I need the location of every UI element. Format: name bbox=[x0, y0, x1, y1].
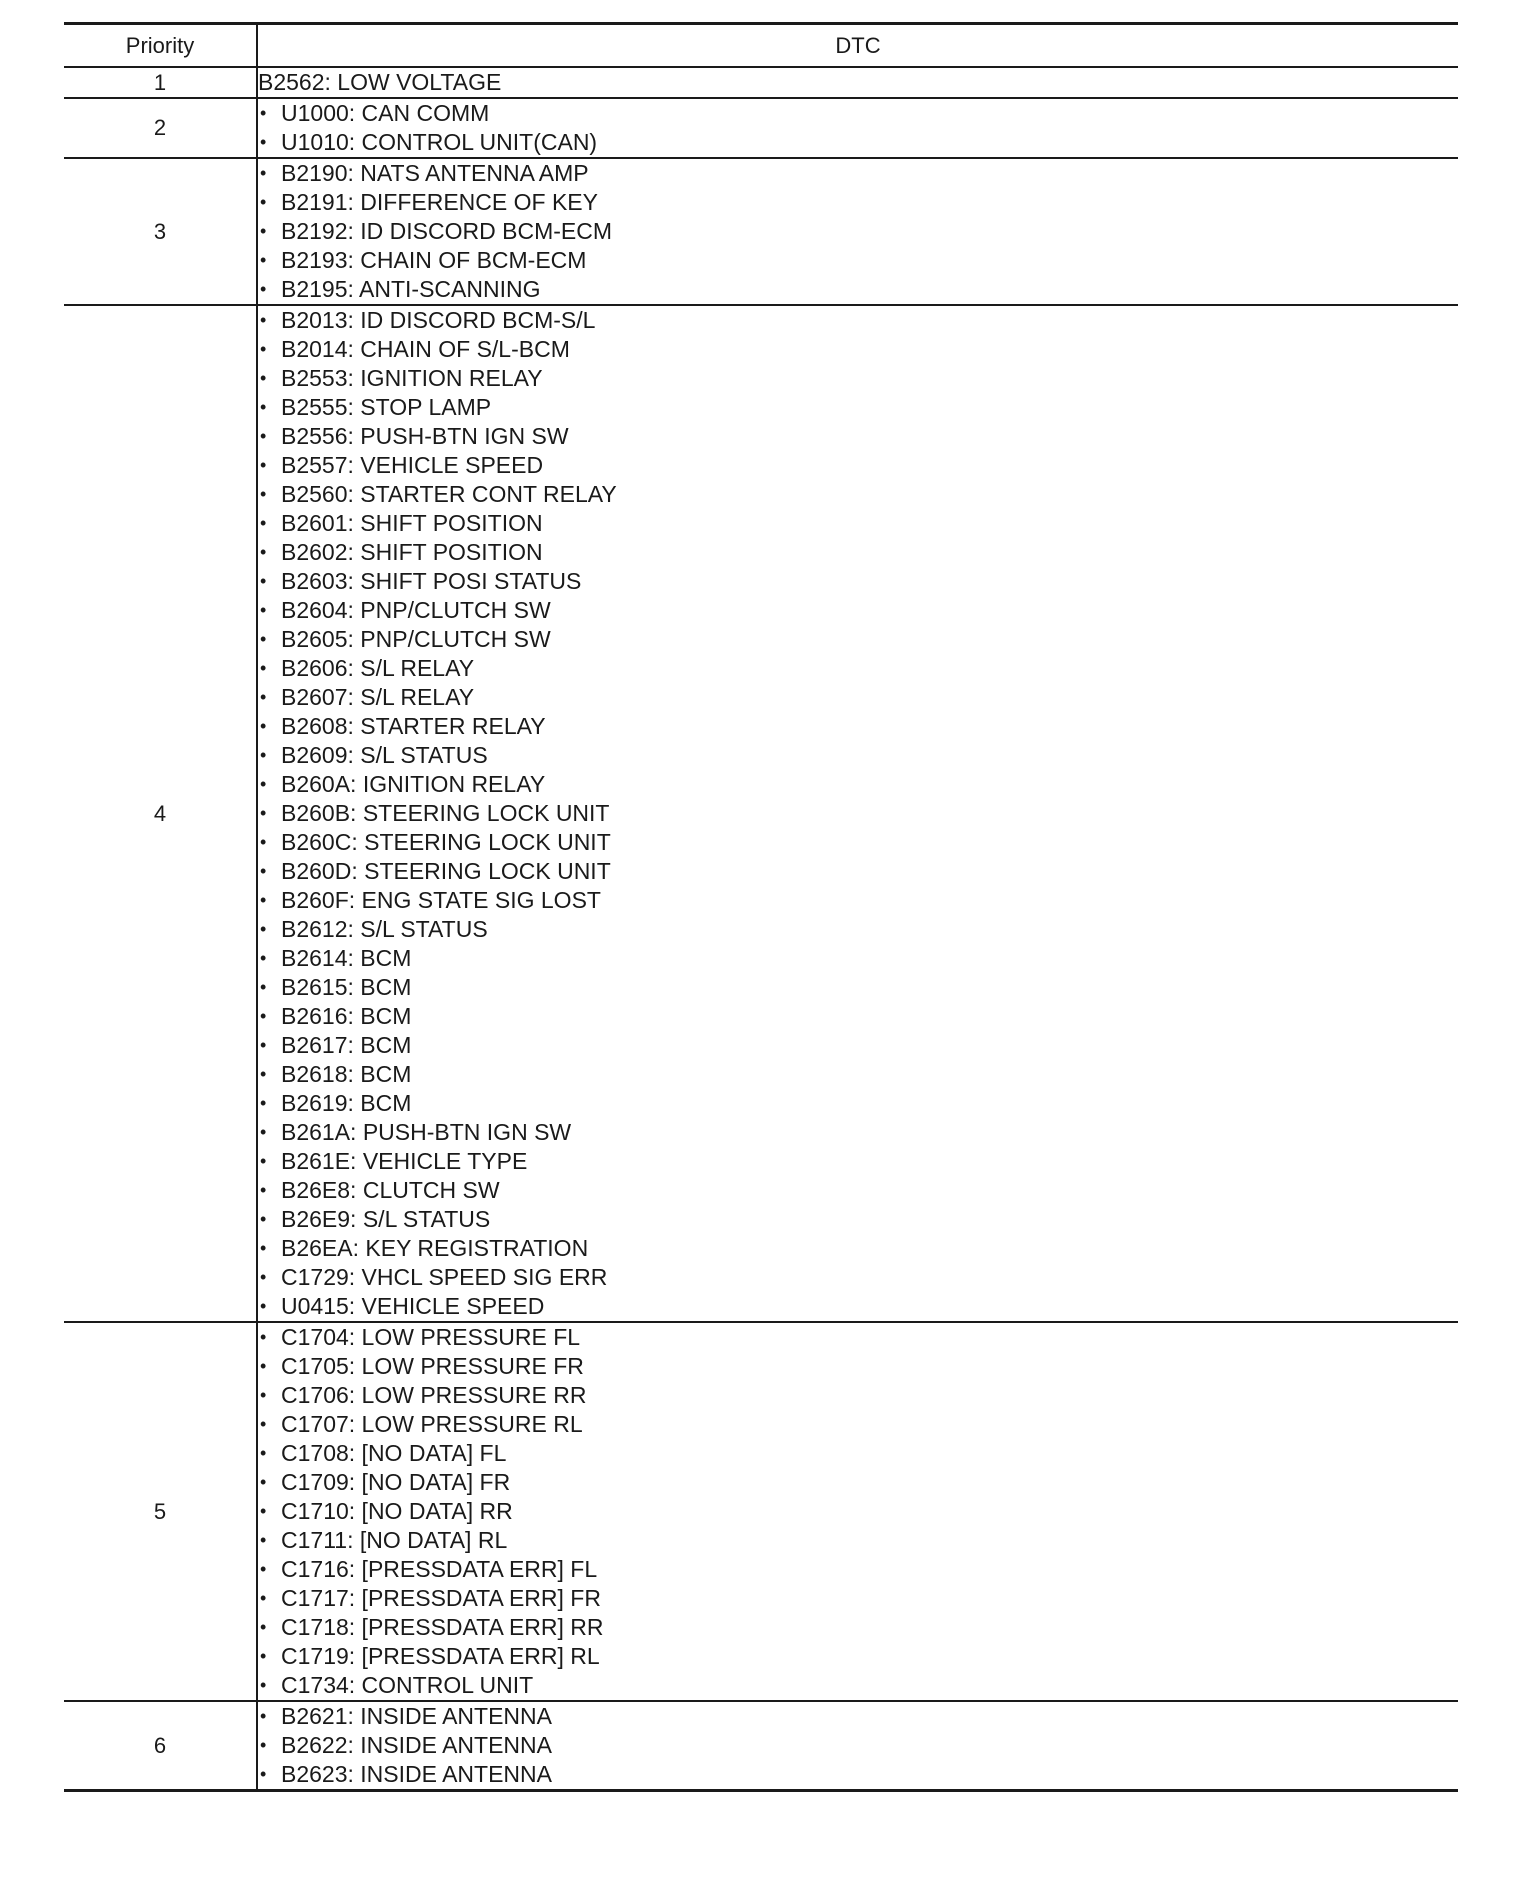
dtc-code-text: B2553: IGNITION RELAY bbox=[281, 365, 543, 391]
bullet-icon: • bbox=[260, 571, 267, 591]
list-item bbox=[258, 538, 1458, 567]
dtc-code-text: B2622: INSIDE ANTENNA bbox=[281, 1732, 552, 1758]
list-item bbox=[258, 973, 1458, 1002]
list-item bbox=[258, 857, 1458, 886]
list-item bbox=[258, 712, 1458, 741]
list-item bbox=[258, 306, 1458, 335]
table-row bbox=[64, 1322, 1458, 1701]
dtc-code-text: C1706: LOW PRESSURE RR bbox=[281, 1382, 587, 1408]
dtc-code-text: C1705: LOW PRESSURE FR bbox=[281, 1353, 584, 1379]
bullet-icon: • bbox=[260, 426, 267, 446]
list-item bbox=[258, 1410, 1458, 1439]
list-item bbox=[258, 422, 1458, 451]
dtc-code-text: B2191: DIFFERENCE OF KEY bbox=[281, 189, 598, 215]
list-item bbox=[258, 246, 1458, 275]
dtc-code-text: B2603: SHIFT POSI STATUS bbox=[281, 568, 582, 594]
dtc-list bbox=[258, 306, 1458, 1321]
list-item bbox=[258, 1002, 1458, 1031]
bullet-icon: • bbox=[260, 1559, 267, 1579]
dtc-code-text: B261A: PUSH-BTN IGN SW bbox=[281, 1119, 572, 1145]
priority-column-header: Priority bbox=[64, 24, 257, 68]
list-item bbox=[258, 1089, 1458, 1118]
dtc-code-text: B2557: VEHICLE SPEED bbox=[281, 452, 544, 478]
bullet-icon: • bbox=[260, 1735, 267, 1755]
list-item bbox=[258, 886, 1458, 915]
dtc-code-text: C1707: LOW PRESSURE RL bbox=[281, 1411, 583, 1437]
bullet-icon: • bbox=[260, 1238, 267, 1258]
bullet-icon: • bbox=[260, 919, 267, 939]
dtc-code-text: B2607: S/L RELAY bbox=[281, 684, 475, 710]
list-item bbox=[258, 1526, 1458, 1555]
dtc-code-text: B260F: ENG STATE SIG LOST bbox=[281, 887, 601, 913]
list-item bbox=[258, 1118, 1458, 1147]
dtc-code-text: U0415: VEHICLE SPEED bbox=[281, 1293, 545, 1319]
dtc-cell bbox=[257, 1322, 1458, 1701]
dtc-code-text: C1708: [NO DATA] FL bbox=[281, 1440, 507, 1466]
dtc-code-text: B2615: BCM bbox=[281, 974, 412, 1000]
dtc-cell bbox=[257, 98, 1458, 158]
bullet-icon: • bbox=[260, 339, 267, 359]
list-item bbox=[258, 335, 1458, 364]
bullet-icon: • bbox=[260, 803, 267, 823]
bullet-icon: • bbox=[260, 1267, 267, 1287]
dtc-code-text: B2560: STARTER CONT RELAY bbox=[281, 481, 617, 507]
dtc-list bbox=[258, 159, 1458, 304]
dtc-list bbox=[258, 99, 1458, 157]
dtc-code-text: C1729: VHCL SPEED SIG ERR bbox=[281, 1264, 608, 1290]
list-item bbox=[258, 625, 1458, 654]
bullet-icon: • bbox=[260, 1209, 267, 1229]
list-item bbox=[258, 393, 1458, 422]
priority-cell: 4 bbox=[64, 305, 257, 1322]
bullet-icon: • bbox=[260, 1706, 267, 1726]
priority-cell: 2 bbox=[64, 98, 257, 158]
list-item bbox=[258, 509, 1458, 538]
dtc-code-text: B2612: S/L STATUS bbox=[281, 916, 488, 942]
bullet-icon: • bbox=[260, 368, 267, 388]
list-item bbox=[258, 683, 1458, 712]
list-item bbox=[258, 451, 1458, 480]
dtc-code-text: C1718: [PRESSDATA ERR] RR bbox=[281, 1614, 604, 1640]
bullet-icon: • bbox=[260, 310, 267, 330]
list-item bbox=[258, 217, 1458, 246]
bullet-icon: • bbox=[260, 1530, 267, 1550]
list-item bbox=[258, 741, 1458, 770]
dtc-code-text: B260D: STEERING LOCK UNIT bbox=[281, 858, 611, 884]
dtc-code-text: B2555: STOP LAMP bbox=[281, 394, 492, 420]
dtc-code-text: B26E9: S/L STATUS bbox=[281, 1206, 491, 1232]
list-item bbox=[258, 1176, 1458, 1205]
bullet-icon: • bbox=[260, 1327, 267, 1347]
list-item bbox=[258, 596, 1458, 625]
dtc-priority-table-container bbox=[64, 22, 1458, 1792]
bullet-icon: • bbox=[260, 1385, 267, 1405]
dtc-code-text: B26E8: CLUTCH SW bbox=[281, 1177, 500, 1203]
dtc-code-text: C1716: [PRESSDATA ERR] FL bbox=[281, 1556, 598, 1582]
list-item bbox=[258, 1031, 1458, 1060]
bullet-icon: • bbox=[260, 163, 267, 183]
list-item bbox=[258, 480, 1458, 509]
dtc-list bbox=[258, 1702, 1458, 1789]
bullet-icon: • bbox=[260, 1646, 267, 1666]
list-item bbox=[258, 1613, 1458, 1642]
dtc-code-text: B2556: PUSH-BTN IGN SW bbox=[281, 423, 569, 449]
list-item bbox=[258, 1205, 1458, 1234]
list-item bbox=[258, 1060, 1458, 1089]
dtc-code-text: B2614: BCM bbox=[281, 945, 412, 971]
list-item bbox=[258, 1760, 1458, 1789]
header-row bbox=[64, 24, 1458, 68]
dtc-code-text: B2616: BCM bbox=[281, 1003, 412, 1029]
list-item bbox=[258, 1234, 1458, 1263]
list-item bbox=[258, 1671, 1458, 1700]
bullet-icon: • bbox=[260, 1006, 267, 1026]
dtc-cell bbox=[257, 1701, 1458, 1791]
bullet-icon: • bbox=[260, 513, 267, 533]
bullet-icon: • bbox=[260, 542, 267, 562]
list-item bbox=[258, 770, 1458, 799]
dtc-code-text: B2605: PNP/CLUTCH SW bbox=[281, 626, 551, 652]
bullet-icon: • bbox=[260, 716, 267, 736]
dtc-code-text: B2562: LOW VOLTAGE bbox=[258, 69, 502, 95]
dtc-code-text: B2602: SHIFT POSITION bbox=[281, 539, 543, 565]
list-item bbox=[258, 1352, 1458, 1381]
bullet-icon: • bbox=[260, 192, 267, 212]
bullet-icon: • bbox=[260, 1180, 267, 1200]
bullet-icon: • bbox=[260, 279, 267, 299]
dtc-code-text: C1717: [PRESSDATA ERR] FR bbox=[281, 1585, 601, 1611]
list-item bbox=[258, 1555, 1458, 1584]
table-row bbox=[64, 1701, 1458, 1791]
list-item bbox=[258, 1731, 1458, 1760]
table-body bbox=[64, 67, 1458, 1791]
bullet-icon: • bbox=[260, 1093, 267, 1113]
list-item bbox=[258, 944, 1458, 973]
dtc-code-text: B2192: ID DISCORD BCM-ECM bbox=[281, 218, 613, 244]
bullet-icon: • bbox=[260, 1151, 267, 1171]
list-item bbox=[258, 99, 1458, 128]
dtc-code-text: B2617: BCM bbox=[281, 1032, 412, 1058]
bullet-icon: • bbox=[260, 1296, 267, 1316]
priority-cell: 6 bbox=[64, 1701, 257, 1791]
bullet-icon: • bbox=[260, 890, 267, 910]
list-item bbox=[258, 1323, 1458, 1352]
bullet-icon: • bbox=[260, 455, 267, 475]
dtc-code-text: B260B: STEERING LOCK UNIT bbox=[281, 800, 610, 826]
dtc-list bbox=[258, 1323, 1458, 1700]
bullet-icon: • bbox=[260, 600, 267, 620]
bullet-icon: • bbox=[260, 484, 267, 504]
table-row bbox=[64, 158, 1458, 305]
table-row bbox=[64, 98, 1458, 158]
list-item bbox=[258, 275, 1458, 304]
dtc-code-text: B2604: PNP/CLUTCH SW bbox=[281, 597, 551, 623]
bullet-icon: • bbox=[260, 1675, 267, 1695]
list-item bbox=[258, 1468, 1458, 1497]
bullet-icon: • bbox=[260, 687, 267, 707]
dtc-priority-table bbox=[64, 22, 1458, 1792]
dtc-code-text: B2195: ANTI-SCANNING bbox=[281, 276, 541, 302]
list-item bbox=[258, 1263, 1458, 1292]
list-item bbox=[258, 1642, 1458, 1671]
dtc-code-text: U1000: CAN COMM bbox=[281, 100, 490, 126]
dtc-code-text: C1719: [PRESSDATA ERR] RL bbox=[281, 1643, 600, 1669]
list-item bbox=[258, 188, 1458, 217]
list-item bbox=[258, 1497, 1458, 1526]
bullet-icon: • bbox=[260, 132, 267, 152]
priority-cell: 3 bbox=[64, 158, 257, 305]
dtc-code-text: B2606: S/L RELAY bbox=[281, 655, 475, 681]
dtc-code-text: C1709: [NO DATA] FR bbox=[281, 1469, 511, 1495]
list-item bbox=[258, 1439, 1458, 1468]
bullet-icon: • bbox=[260, 1472, 267, 1492]
bullet-icon: • bbox=[260, 1356, 267, 1376]
bullet-icon: • bbox=[260, 221, 267, 241]
dtc-code-text: C1704: LOW PRESSURE FL bbox=[281, 1324, 581, 1350]
dtc-code-text: B2013: ID DISCORD BCM-S/L bbox=[281, 307, 596, 333]
dtc-code-text: B2190: NATS ANTENNA AMP bbox=[281, 160, 589, 186]
bullet-icon: • bbox=[260, 861, 267, 881]
bullet-icon: • bbox=[260, 1501, 267, 1521]
bullet-icon: • bbox=[260, 397, 267, 417]
list-item bbox=[258, 1147, 1458, 1176]
dtc-code-text: B2608: STARTER RELAY bbox=[281, 713, 546, 739]
bullet-icon: • bbox=[260, 629, 267, 649]
bullet-icon: • bbox=[260, 1443, 267, 1463]
bullet-icon: • bbox=[260, 1122, 267, 1142]
dtc-cell bbox=[257, 67, 1458, 98]
dtc-code-text: B2619: BCM bbox=[281, 1090, 412, 1116]
dtc-code-text: B2623: INSIDE ANTENNA bbox=[281, 1761, 552, 1787]
bullet-icon: • bbox=[260, 1035, 267, 1055]
bullet-icon: • bbox=[260, 1414, 267, 1434]
bullet-icon: • bbox=[260, 948, 267, 968]
list-item bbox=[258, 128, 1458, 157]
dtc-code-text: B2621: INSIDE ANTENNA bbox=[281, 1703, 552, 1729]
list-item bbox=[258, 1584, 1458, 1613]
list-item bbox=[258, 159, 1458, 188]
list-item bbox=[258, 364, 1458, 393]
bullet-icon: • bbox=[260, 774, 267, 794]
dtc-column-header: DTC bbox=[257, 24, 1458, 68]
bullet-icon: • bbox=[260, 745, 267, 765]
list-item bbox=[258, 1702, 1458, 1731]
bullet-icon: • bbox=[260, 977, 267, 997]
priority-cell: 1 bbox=[64, 67, 257, 98]
dtc-code-text: B261E: VEHICLE TYPE bbox=[281, 1148, 528, 1174]
table-row bbox=[64, 305, 1458, 1322]
dtc-code-text: B2609: S/L STATUS bbox=[281, 742, 488, 768]
list-item bbox=[258, 828, 1458, 857]
dtc-code-text: B2193: CHAIN OF BCM-ECM bbox=[281, 247, 587, 273]
list-item bbox=[258, 654, 1458, 683]
list-item bbox=[258, 1292, 1458, 1321]
bullet-icon: • bbox=[260, 1617, 267, 1637]
dtc-cell bbox=[257, 305, 1458, 1322]
table-row bbox=[64, 67, 1458, 98]
dtc-code-text: C1711: [NO DATA] RL bbox=[281, 1527, 508, 1553]
dtc-code-text: B2014: CHAIN OF S/L-BCM bbox=[281, 336, 570, 362]
bullet-icon: • bbox=[260, 1064, 267, 1084]
bullet-icon: • bbox=[260, 832, 267, 852]
dtc-code-text: C1710: [NO DATA] RR bbox=[281, 1498, 513, 1524]
list-item bbox=[258, 915, 1458, 944]
dtc-cell bbox=[257, 158, 1458, 305]
bullet-icon: • bbox=[260, 103, 267, 123]
dtc-code-text: B260A: IGNITION RELAY bbox=[281, 771, 546, 797]
bullet-icon: • bbox=[260, 658, 267, 678]
list-item bbox=[258, 799, 1458, 828]
dtc-code-text: B26EA: KEY REGISTRATION bbox=[281, 1235, 589, 1261]
priority-cell: 5 bbox=[64, 1322, 257, 1701]
list-item bbox=[258, 567, 1458, 596]
dtc-code-text: B260C: STEERING LOCK UNIT bbox=[281, 829, 611, 855]
dtc-code-text: U1010: CONTROL UNIT(CAN) bbox=[281, 129, 598, 155]
bullet-icon: • bbox=[260, 1764, 267, 1784]
table-header bbox=[64, 24, 1458, 68]
bullet-icon: • bbox=[260, 1588, 267, 1608]
dtc-code-text: B2618: BCM bbox=[281, 1061, 412, 1087]
list-item bbox=[258, 1381, 1458, 1410]
dtc-code-text: B2601: SHIFT POSITION bbox=[281, 510, 543, 536]
bullet-icon: • bbox=[260, 250, 267, 270]
dtc-code-text: C1734: CONTROL UNIT bbox=[281, 1672, 534, 1698]
